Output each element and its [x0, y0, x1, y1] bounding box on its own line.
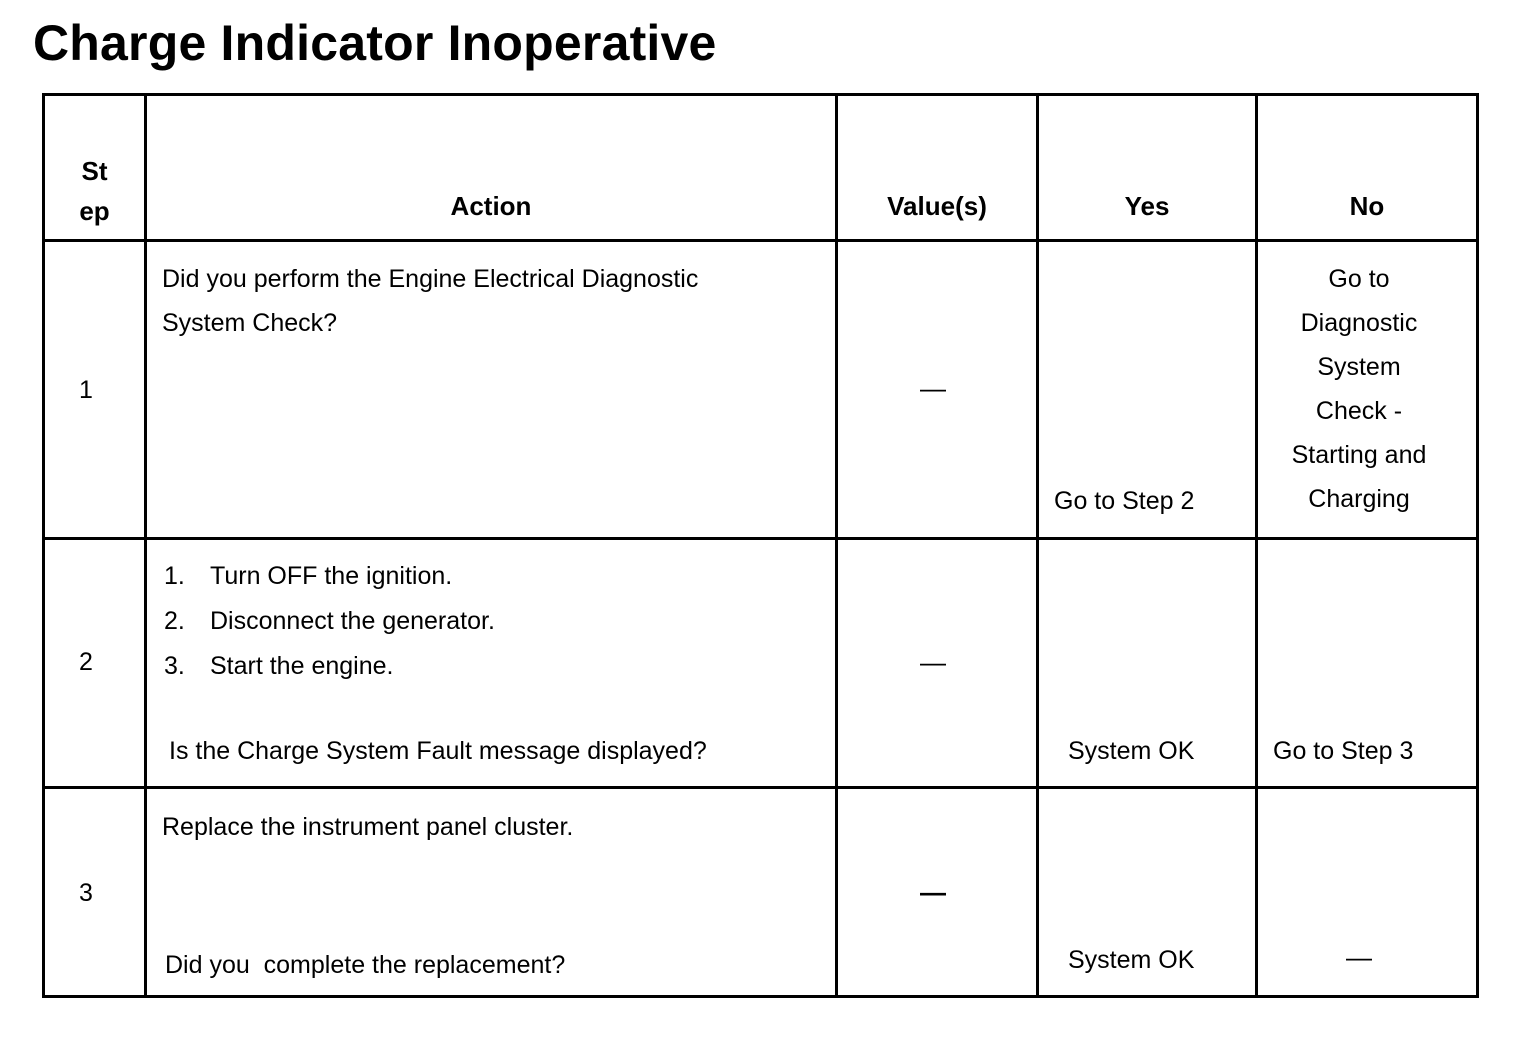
row2-no: Go to Step 3 — [1273, 737, 1414, 765]
row3-step: 3 — [79, 879, 93, 907]
row1-no-line: Charging — [1308, 485, 1410, 513]
row1-no-line: Diagnostic — [1300, 309, 1418, 337]
row1-action-line1: Did you perform the Engine Electrical Diagnostic — [162, 265, 699, 293]
row2-value: — — [920, 647, 946, 677]
column-divider-action — [835, 93, 838, 998]
column-divider-yes — [1255, 93, 1258, 998]
row1-no-line: System — [1317, 353, 1401, 381]
list-item: 3. Start the engine. — [164, 652, 394, 680]
header-values: Value(s) — [887, 191, 987, 221]
row-divider-2 — [42, 786, 1479, 789]
table-border-top — [42, 93, 1479, 96]
header-no: No — [1349, 191, 1385, 221]
row1-no — [1258, 257, 1460, 521]
row1-step: 1 — [79, 376, 93, 404]
row-divider-1 — [42, 537, 1479, 540]
header-step-line1: St — [81, 156, 108, 186]
row3-action: Replace the instrument panel cluster. — [162, 813, 574, 841]
row3-yes: System OK — [1068, 946, 1195, 974]
row3-value: — — [920, 877, 946, 907]
row1-yes: Go to Step 2 — [1054, 487, 1195, 515]
header-divider — [42, 239, 1479, 242]
row2-yes: System OK — [1068, 737, 1195, 765]
table-border-right — [1476, 93, 1479, 998]
header-step — [45, 151, 144, 231]
row3-question: Did you complete the replacement? — [165, 951, 566, 979]
row1-no-line: Check - — [1315, 397, 1403, 425]
table-border-bottom — [42, 995, 1479, 998]
column-divider-values — [1036, 93, 1039, 998]
list-item: 1. Turn OFF the ignition. — [164, 562, 453, 590]
row1-action-line2: System Check? — [162, 309, 338, 337]
row1-no-line: Starting and — [1291, 441, 1427, 469]
header-action: Action — [450, 191, 532, 221]
column-divider-step — [144, 93, 147, 998]
row1-value: — — [920, 373, 946, 403]
row1-no-line: Go to — [1328, 265, 1390, 293]
row2-question: Is the Charge System Fault message displayed? — [169, 737, 707, 765]
header-step-line2: ep — [79, 196, 110, 226]
row2-action-steps — [164, 554, 495, 689]
header-yes: Yes — [1124, 191, 1170, 221]
page-title: Charge Indicator Inoperative — [33, 15, 717, 71]
row3-no: — — [1346, 942, 1372, 972]
row2-step: 2 — [79, 648, 93, 676]
diagnostic-table — [42, 93, 1479, 998]
list-item: 2. Disconnect the generator. — [164, 607, 495, 635]
